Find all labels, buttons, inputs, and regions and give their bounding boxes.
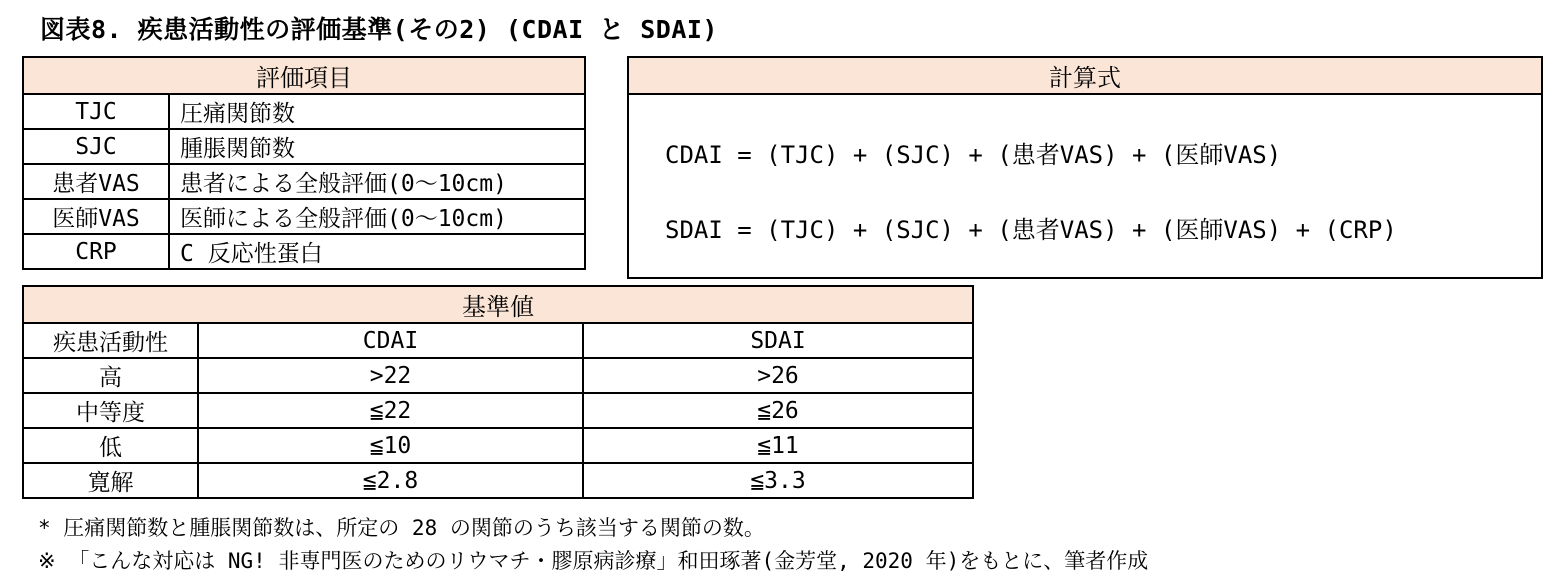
footnote-source: ※ 「こんな対応は NG! 非専門医のためのリウマチ・膠原病診療」和田琢著(金芳堂, 2020 年)をもとに、筆者作成: [38, 549, 1149, 573]
evaluation-items-table: [22, 56, 586, 270]
formula-table: [627, 56, 1543, 279]
sdai-value: ≦26: [583, 393, 973, 428]
column-header-activity: 疾患活動性: [23, 323, 198, 358]
cdai-value: ≦10: [198, 428, 583, 463]
table-row: [23, 129, 585, 164]
sdai-value: ≦11: [583, 428, 973, 463]
item-desc: C 反応性蛋白: [169, 234, 585, 269]
table-row: [23, 94, 585, 129]
table-row: [23, 393, 973, 428]
activity-level: 寛解: [23, 463, 198, 498]
item-desc: 医師による全般評価(0〜10cm): [169, 199, 585, 234]
formula-table-header: 計算式: [628, 57, 1542, 94]
column-header-row: [23, 323, 973, 358]
criteria-values-table: [22, 285, 974, 499]
figure-title: 図表8. 疾患活動性の評価基準(その2) (CDAI と SDAI): [40, 15, 718, 44]
formula-body-cell: [628, 94, 1542, 278]
cdai-formula: CDAI = (TJC) + (SJC) + (患者VAS) + (医師VAS): [665, 141, 1282, 169]
sdai-formula: SDAI = (TJC) + (SJC) + (患者VAS) + (医師VAS) + (CRP): [665, 216, 1397, 244]
table-row: [628, 94, 1542, 278]
table-row: [23, 463, 973, 498]
table-header-row: [23, 286, 973, 323]
footnote-joint-count: * 圧痛関節数と腫脹関節数は、所定の 28 の関節のうち該当する関節の数。: [38, 516, 765, 540]
sdai-value: >26: [583, 358, 973, 393]
sdai-value: ≦3.3: [583, 463, 973, 498]
item-desc: 圧痛関節数: [169, 94, 585, 129]
criteria-table-header: 基準値: [23, 286, 973, 323]
table-row: [23, 234, 585, 269]
table-header-row: [23, 57, 585, 94]
item-abbr: SJC: [23, 129, 169, 164]
activity-level: 低: [23, 428, 198, 463]
column-header-sdai: SDAI: [583, 323, 973, 358]
item-abbr: CRP: [23, 234, 169, 269]
activity-level: 高: [23, 358, 198, 393]
table-row: [23, 199, 585, 234]
cdai-value: ≦22: [198, 393, 583, 428]
table-row: [23, 428, 973, 463]
table-row: [23, 164, 585, 199]
item-abbr: TJC: [23, 94, 169, 129]
evaluation-table-header: 評価項目: [23, 57, 585, 94]
cdai-value: ≦2.8: [198, 463, 583, 498]
column-header-cdai: CDAI: [198, 323, 583, 358]
item-desc: 患者による全般評価(0〜10cm): [169, 164, 585, 199]
table-header-row: [628, 57, 1542, 94]
table-row: [23, 358, 973, 393]
cdai-value: >22: [198, 358, 583, 393]
item-abbr: 患者VAS: [23, 164, 169, 199]
item-desc: 腫脹関節数: [169, 129, 585, 164]
item-abbr: 医師VAS: [23, 199, 169, 234]
activity-level: 中等度: [23, 393, 198, 428]
